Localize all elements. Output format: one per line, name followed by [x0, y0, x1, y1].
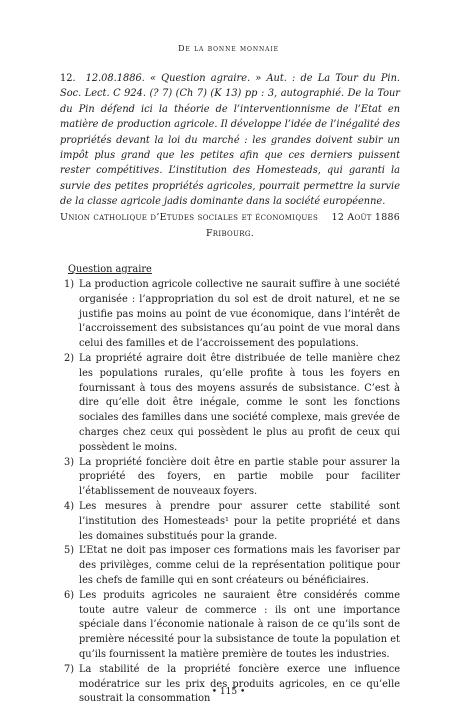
list-item-number: 2) — [64, 352, 75, 364]
list-item-number: 3) — [64, 456, 75, 468]
list-item-number: 6) — [64, 589, 75, 601]
heading-date: 12 Août 1886 — [331, 212, 400, 223]
heading-organization: Union catholique d’Etudes sociales et économiques — [60, 212, 319, 223]
note-text: 12.08.1886. « Question agraire. » Aut. : de La Tour du Pin. Soc. Lect. C 924. (? 7) (Ch 7) (K 13) pp : 3, autographié. De la Tour du Pin défend ici la théorie de l’interventionnisme de l’Etat en matière de production agricole. Il développe l’idée de l’inégalité des propriétés devant la loi du marché : les grandes doivent subir un impôt plus grand que les petites afin que ces derniers puissent rester compétitives. L’institution des Homesteads, qui garanti la survie des petites propriétés agricoles, pourrait permettre la survie de la classe agricole jadis dominante dans la société européenne. — [60, 73, 400, 208]
list-item-text: La stabilité de la propriété foncière exerce une influence modératrice sur les prix des produits agricoles, en ce qu’elle soustrait la consommation — [79, 663, 400, 705]
list-item-text: L’Etat ne doit pas imposer ces formations mais les favoriser par des privilèges, comme celui de la représentation politique pour les chefs de famille qui en sont créateurs ou bénéficiaires. — [79, 545, 400, 586]
editorial-note — [60, 71, 400, 210]
page-number: • 115 • — [211, 687, 246, 697]
list-item — [64, 544, 400, 588]
list-item-number: 4) — [64, 500, 75, 512]
list-item-text: Les produits agricoles ne sauraient être considérés comme toute autre valeur de commerce : ils ont une importance spéciale dans l’économie nationale à raison de ce qu’ils sont de première nécessité pour la subsistance de toute la population et qu’ils fournissent la matière première de toutes les industries. — [79, 589, 400, 660]
list-item-number: 5) — [64, 545, 75, 557]
running-head: De la bonne monnaie — [178, 44, 279, 53]
list-item-text: La production agricole collective ne saurait suffire à une société organisée : l’appropriation du sol est de droit naturel, et ne se justifie pas moins au point de vue économique, dans l’intérêt de l’accroissement des subsistances qu’au point de vue moral dans celui des familles et de l’accroissement des populations. — [79, 279, 400, 350]
list-item — [64, 500, 400, 544]
list-item-text: La propriété foncière doit être en partie stable pour assurer la propriété des foyers, en partie mobile pour faciliter l’établissement de nouveaux foyers. — [79, 456, 400, 498]
numbered-list — [64, 278, 400, 707]
heading-place: Fribourg. — [206, 227, 254, 239]
list-item-text: Les mesures à prendre pour assurer cette stabilité sont l’institution des Homesteads¹ pour la petite propriété et dans les domaines substitués pour la grande. — [79, 500, 400, 542]
note-number: 12. — [60, 73, 76, 84]
list-item — [64, 456, 400, 500]
list-item — [64, 278, 400, 352]
list-item — [64, 663, 400, 707]
section-title: Question agraire — [68, 264, 152, 275]
document-heading — [60, 210, 400, 241]
list-item-text: La propriété agraire doit être distribuée de telle manière chez les populations rurales, qu’elle profite à tous les foyers en fournissant à tous des moyens assurés de subsistance. C’est à dire qu’elle doit être inégale, comme le sont les fonctions sociales des familles dans une société complexe, mais grevée de charges chez ceux qui possèdent le plus au profit de ceux qui possèdent le moins. — [79, 352, 400, 453]
list-item — [64, 352, 400, 456]
list-item-number: 1) — [64, 279, 75, 290]
list-item-number: 7) — [64, 663, 75, 675]
list-item — [64, 589, 400, 663]
